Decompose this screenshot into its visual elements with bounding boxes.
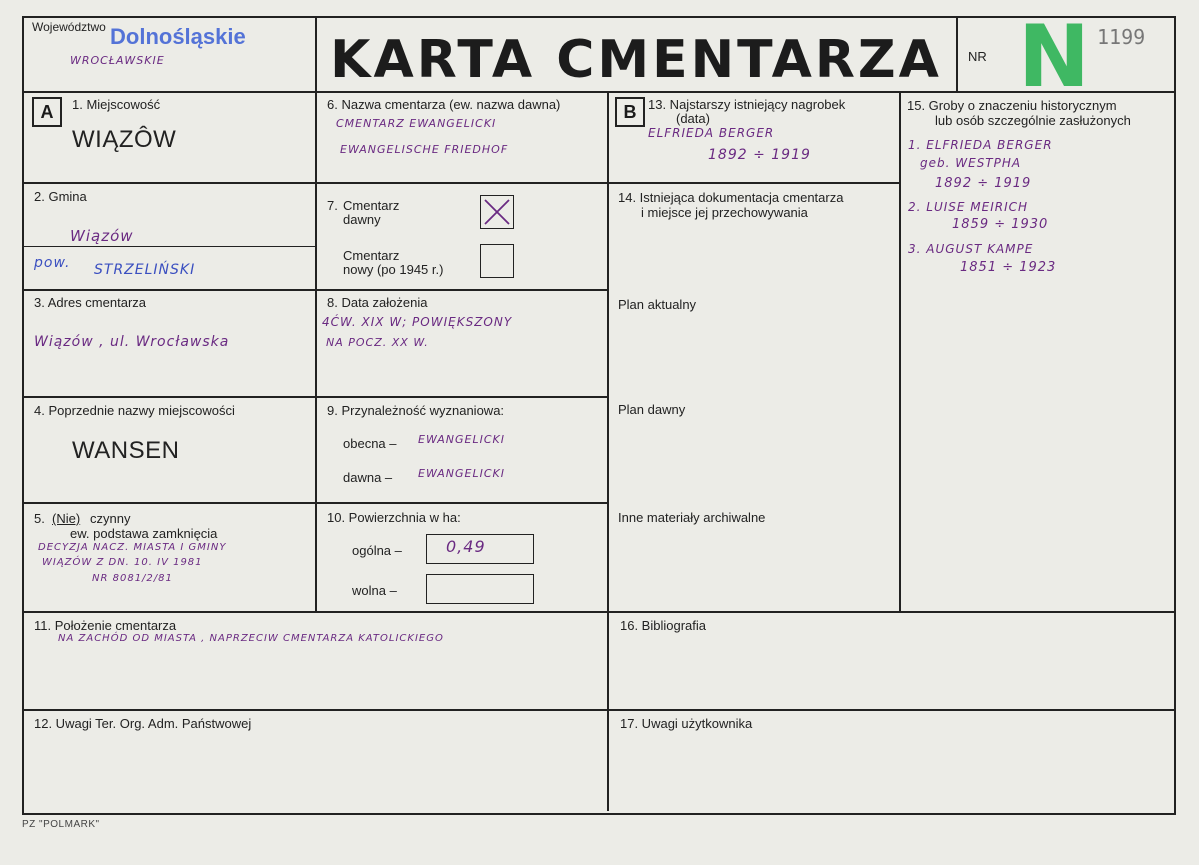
grid-h-3 [22,396,608,398]
field-2-value: Wiązów [70,227,134,245]
field-9-dawna-label: dawna – [343,470,393,485]
field-10-label: 10. Powierzchnia w ha: [327,510,461,525]
printer-footer: PZ "POLMARK" [22,819,100,830]
header-vline-2 [956,16,958,92]
field-2-label: 2. Gmina [34,189,87,204]
cemetery-old-checkbox[interactable] [480,195,514,229]
field-5-sub: ew. podstawa zamknięcia [70,526,218,541]
field-3-label: 3. Adres cmentarza [34,295,146,310]
field-13-label-b: (data) [676,111,710,126]
field-2-pow-prefix: pow. [34,255,71,271]
field-15-label-a: 15. Groby o znaczeniu historycznym [907,98,1117,113]
grid-h-1 [22,182,608,184]
grid-h-main [22,611,1174,613]
field-11-value: NA ZACHÓD OD MIASTA , NAPRZECIW CMENTARZA KATOLICKIEGO [58,633,444,644]
field-1-value: WIĄZÔW [72,126,177,153]
area-free-box[interactable] [426,574,534,604]
field-13-line-2: 1892 ÷ 1919 [708,147,811,163]
field-8-label: 8. Data założenia [327,295,428,310]
header-divider [22,91,1174,93]
field-15-label-b: lub osób szczególnie zasłużonych [935,113,1131,128]
field-11-label: 11. Położenie cmentarza [34,618,177,633]
field-14-plan-aktualny: Plan aktualny [618,297,697,312]
field-6-line-1: CMENTARZ EWANGELICKI [336,117,497,130]
wojewodztwo-stamp: Dolnośląskie [110,24,246,49]
field-16-label: 16. Bibliografia [620,618,706,633]
checkbox-x-mark [481,196,513,228]
field-9-obecna-label: obecna – [343,436,397,451]
field-8-line-1: 4ĆW. XIX W; POWIĘKSZONY [322,315,513,329]
cemetery-new-checkbox[interactable] [480,244,514,278]
field-2-pow-value: STRZELIŃSKI [94,262,196,278]
field-5-line-1: DECYZJA NACZ. MIASTA I GMINY [38,542,227,553]
field-17-label: 17. Uwagi użytkownika [620,716,753,731]
field-9-dawna-value: EWANGELICKI [418,467,506,480]
field-9-obecna-value: EWANGELICKI [418,433,506,446]
card-title: KARTA CMENTARZA [330,30,942,90]
field-10-wolna-label: wolna – [352,583,397,598]
grid-vline-a [315,91,317,612]
field-10-ogolna-value: 0,49 [446,537,486,556]
field-5-label-rest: czynny [90,511,131,526]
grid-h-2 [22,289,608,291]
field-15-entry-1b: geb. WESTPHA [920,156,1022,170]
field-15-entry-2b: 1859 ÷ 1930 [952,217,1049,232]
wojewodztwo-label: Województwo [32,20,106,34]
section-a-letter: A [32,97,62,127]
field-15-entry-1c: 1892 ÷ 1919 [935,176,1032,191]
field-7-nowy-b: nowy (po 1945 r.) [343,262,444,277]
field-13-label-a: 13. Najstarszy istniejący nagrobek [648,97,846,112]
grid-vline-c [899,91,901,612]
grid-vline-b [607,91,609,811]
nr-label: NR [968,49,987,64]
field-6-line-2: EWANGELISCHE FRIEDHOF [340,143,509,156]
wojewodztwo-handwritten: WROCŁAWSKIE [70,54,165,67]
field-12-label: 12. Uwagi Ter. Org. Adm. Państwowej [34,716,252,731]
field-10-ogolna-label: ogólna – [352,543,402,558]
field-7-nowy-a: Cmentarz [343,248,400,263]
field-15-entry-3a: 3. AUGUST KAMPE [908,242,1034,256]
field-14-inne: Inne materiały archiwalne [618,510,766,525]
gmina-thin-line [22,246,316,247]
field-14-label-a: 14. Istniejąca dokumentacja cmentarza [618,190,844,205]
field-15-entry-3b: 1851 ÷ 1923 [960,260,1057,275]
field-4-label: 4. Poprzednie nazwy miejscowości [34,403,235,418]
grid-h-4 [22,502,608,504]
field-3-value: Wiązów , ul. Wrocławska [34,334,230,350]
field-9-label: 9. Przynależność wyznaniowa: [327,403,505,418]
field-14-plan-dawny: Plan dawny [618,402,686,417]
field-5-label-nie: (Nie) [52,511,81,526]
field-15-entry-1a: 1. ELFRIEDA BERGER [908,138,1053,152]
field-7-label: 7. [327,198,338,213]
field-6-label: 6. Nazwa cmentarza (ew. nazwa dawna) [327,97,561,112]
section-b-letter: B [615,97,645,127]
nr-value: 1199 [1097,25,1146,49]
field-14-label-b: i miejsce jej przechowywania [641,205,808,220]
field-15-entry-2a: 2. LUISE MEIRICH [908,200,1029,214]
grid-h-b14 [607,182,900,184]
field-7-dawny-a: Cmentarz [343,198,400,213]
field-5-label-prefix: 5. [34,511,45,526]
field-1-label: 1. Miejscowość [72,97,161,112]
field-13-line-1: ELFRIEDA BERGER [648,126,775,140]
nr-letter: N [1018,7,1090,107]
field-8-line-2: NA POCZ. XX W. [326,336,429,349]
field-5-line-2: WIĄZÓW Z DN. 10. IV 1981 [42,557,203,568]
grid-h-bottom [22,709,1174,711]
field-4-value: WANSEN [72,437,180,464]
field-5-line-3: NR 8081/2/81 [92,573,173,584]
field-7-dawny-b: dawny [343,212,381,227]
